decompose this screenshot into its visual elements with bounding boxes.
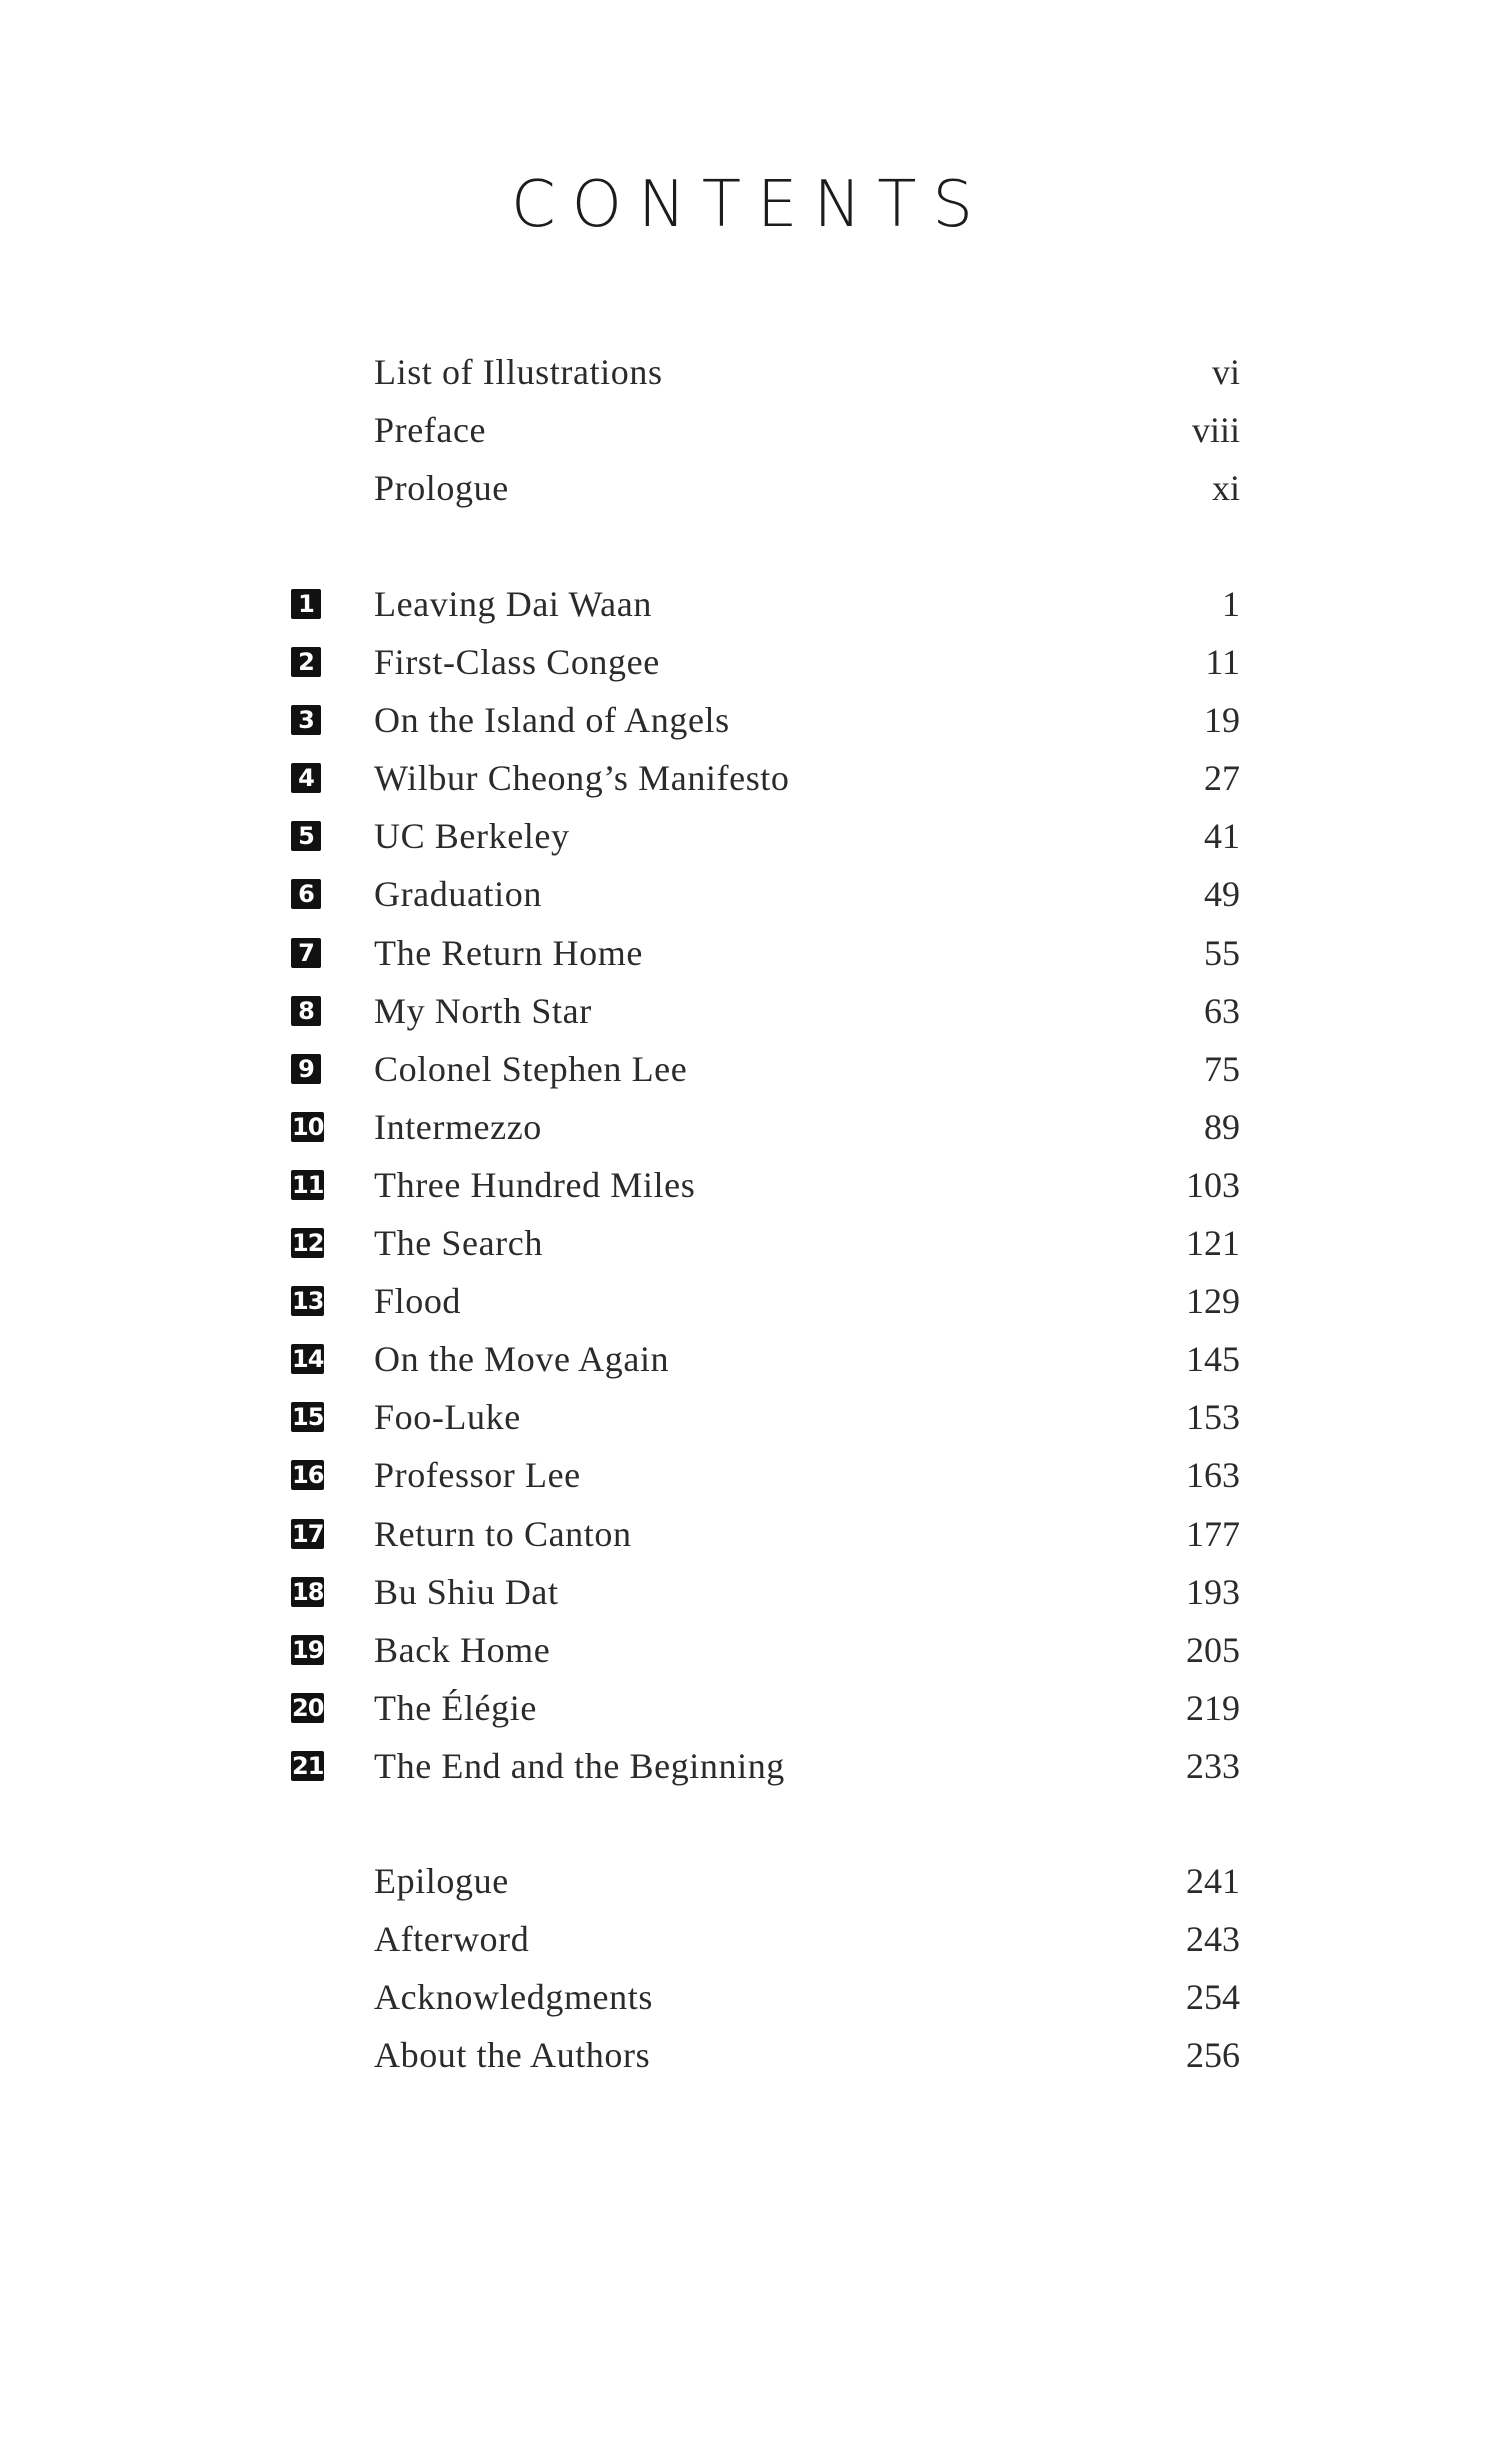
chapter-entry[interactable] bbox=[0, 1330, 1500, 1388]
toc-entry[interactable] bbox=[0, 459, 1500, 517]
chapter-number-badge: 4 bbox=[291, 763, 321, 793]
chapter-number-badge: 20 bbox=[292, 1693, 324, 1722]
chapter-title: Back Home bbox=[374, 1629, 551, 1670]
toc-entry[interactable] bbox=[0, 1968, 1500, 2026]
chapter-title: On the Move Again bbox=[374, 1339, 670, 1380]
chapter-number-badge: 19 bbox=[292, 1635, 324, 1664]
chapter-entry[interactable] bbox=[0, 924, 1500, 982]
page-number: xi bbox=[1211, 468, 1240, 509]
chapter-entry[interactable] bbox=[0, 1679, 1500, 1737]
chapter-number-badge: 8 bbox=[291, 996, 321, 1026]
page-number: 219 bbox=[1186, 1687, 1240, 1728]
chapter-title: The End and the Beginning bbox=[374, 1745, 785, 1786]
chapter-entry[interactable] bbox=[0, 1098, 1500, 1156]
chapter-title: Wilbur Cheong’s Manifesto bbox=[374, 758, 790, 799]
page-number: 163 bbox=[1186, 1455, 1240, 1496]
toc-entry[interactable] bbox=[0, 2026, 1500, 2084]
chapter-title: UC Berkeley bbox=[374, 816, 570, 857]
chapter-title: Graduation bbox=[374, 874, 542, 915]
page-number: vi bbox=[1211, 352, 1240, 392]
toc-entry[interactable] bbox=[0, 1910, 1500, 1968]
chapter-number-badge: 17 bbox=[292, 1519, 324, 1548]
chapter-title: Bu Shiu Dat bbox=[374, 1571, 559, 1612]
page-number: 89 bbox=[1204, 1106, 1240, 1147]
chapter-number-badge: 16 bbox=[292, 1461, 324, 1490]
chapter-number-badge: 15 bbox=[292, 1403, 324, 1432]
chapter-number-badge: 12 bbox=[292, 1229, 324, 1258]
chapter-entry[interactable] bbox=[0, 575, 1500, 633]
chapter-entry[interactable] bbox=[0, 633, 1500, 691]
chapter-entry[interactable] bbox=[0, 1214, 1500, 1272]
chapter-title: My North Star bbox=[374, 990, 592, 1031]
chapter-number-badge: 2 bbox=[291, 647, 321, 677]
chapter-title: Leaving Dai Waan bbox=[374, 584, 652, 624]
chapter-entry[interactable] bbox=[0, 1563, 1500, 1621]
entry-title: List of Illustrations bbox=[374, 352, 663, 392]
chapter-number-badge: 1 bbox=[291, 589, 321, 619]
chapter-title: The Search bbox=[374, 1223, 543, 1264]
page-number: 243 bbox=[1186, 1919, 1240, 1960]
chapter-number-badge: 7 bbox=[291, 938, 321, 968]
page-number: 241 bbox=[1186, 1861, 1240, 1901]
toc-entry[interactable] bbox=[0, 401, 1500, 459]
chapter-number-badge: 9 bbox=[291, 1054, 321, 1084]
page-number: 129 bbox=[1186, 1281, 1240, 1322]
page-number: 27 bbox=[1204, 758, 1240, 799]
page-number: 19 bbox=[1204, 700, 1240, 741]
page-number: viii bbox=[1191, 410, 1240, 451]
page-number: 55 bbox=[1204, 932, 1240, 973]
chapter-entry[interactable] bbox=[0, 982, 1500, 1040]
chapter-title: Three Hundred Miles bbox=[374, 1164, 696, 1205]
chapter-title: Intermezzo bbox=[374, 1106, 542, 1147]
chapter-title: Foo-Luke bbox=[374, 1397, 521, 1438]
page-number: 205 bbox=[1186, 1629, 1240, 1670]
chapter-entry[interactable] bbox=[0, 1388, 1500, 1446]
entry-title: Prologue bbox=[374, 468, 509, 509]
chapter-entry[interactable] bbox=[0, 807, 1500, 865]
page-number: 153 bbox=[1186, 1397, 1240, 1438]
page-number: 145 bbox=[1186, 1339, 1240, 1380]
chapter-entry[interactable] bbox=[0, 1040, 1500, 1098]
chapter-title: On the Island of Angels bbox=[374, 700, 730, 741]
chapter-entry[interactable] bbox=[0, 1621, 1500, 1679]
page-number: 63 bbox=[1204, 990, 1240, 1031]
page-number: 177 bbox=[1186, 1513, 1240, 1554]
toc-entry[interactable] bbox=[0, 343, 1500, 401]
page-number: 254 bbox=[1186, 1977, 1240, 2018]
chapter-entry[interactable] bbox=[0, 865, 1500, 923]
chapter-entry[interactable] bbox=[0, 1505, 1500, 1563]
toc-entry[interactable] bbox=[0, 1852, 1500, 1910]
chapter-title: The Élégie bbox=[374, 1687, 537, 1728]
chapter-title: Return to Canton bbox=[374, 1513, 632, 1554]
page-number: 233 bbox=[1186, 1745, 1240, 1786]
chapter-number-badge: 21 bbox=[292, 1751, 324, 1780]
chapter-number-badge: 11 bbox=[292, 1170, 324, 1199]
entry-title: Epilogue bbox=[374, 1861, 509, 1901]
page-number: 75 bbox=[1204, 1048, 1240, 1089]
chapter-number-badge: 14 bbox=[292, 1345, 324, 1374]
page-title: CONTENTS bbox=[510, 168, 990, 242]
page-number: 193 bbox=[1186, 1571, 1240, 1612]
page-number: 49 bbox=[1204, 874, 1240, 915]
page-number: 103 bbox=[1186, 1164, 1240, 1205]
back-matter-list bbox=[0, 1852, 1500, 2084]
entry-title: Afterword bbox=[374, 1919, 530, 1960]
page-number: 1 bbox=[1222, 584, 1240, 624]
chapter-entry[interactable] bbox=[0, 749, 1500, 807]
page-number: 256 bbox=[1186, 2035, 1240, 2076]
chapter-entry[interactable] bbox=[0, 1446, 1500, 1504]
chapter-number-badge: 18 bbox=[292, 1577, 324, 1606]
chapter-list bbox=[0, 575, 1500, 1795]
chapter-number-badge: 5 bbox=[291, 821, 321, 851]
chapter-title: First-Class Congee bbox=[374, 642, 660, 683]
chapter-entry[interactable] bbox=[0, 691, 1500, 749]
page-number: 121 bbox=[1186, 1223, 1240, 1264]
page-number: 11 bbox=[1205, 642, 1240, 683]
page-number: 41 bbox=[1204, 816, 1240, 857]
chapter-number-badge: 3 bbox=[291, 705, 321, 735]
chapter-title: Professor Lee bbox=[374, 1455, 581, 1496]
chapter-number-badge: 6 bbox=[291, 879, 321, 909]
chapter-number-badge: 10 bbox=[292, 1112, 324, 1141]
entry-title: Acknowledgments bbox=[374, 1977, 653, 2018]
chapter-entry[interactable] bbox=[0, 1156, 1500, 1214]
entry-title: Preface bbox=[374, 410, 487, 451]
front-matter-list bbox=[0, 343, 1500, 517]
chapter-entry[interactable] bbox=[0, 1272, 1500, 1330]
chapter-entry[interactable] bbox=[0, 1737, 1500, 1795]
chapter-number-badge: 13 bbox=[292, 1287, 324, 1316]
entry-title: About the Authors bbox=[374, 2035, 651, 2076]
chapter-title: Colonel Stephen Lee bbox=[374, 1048, 688, 1089]
chapter-title: The Return Home bbox=[374, 932, 643, 973]
chapter-title: Flood bbox=[374, 1281, 462, 1322]
